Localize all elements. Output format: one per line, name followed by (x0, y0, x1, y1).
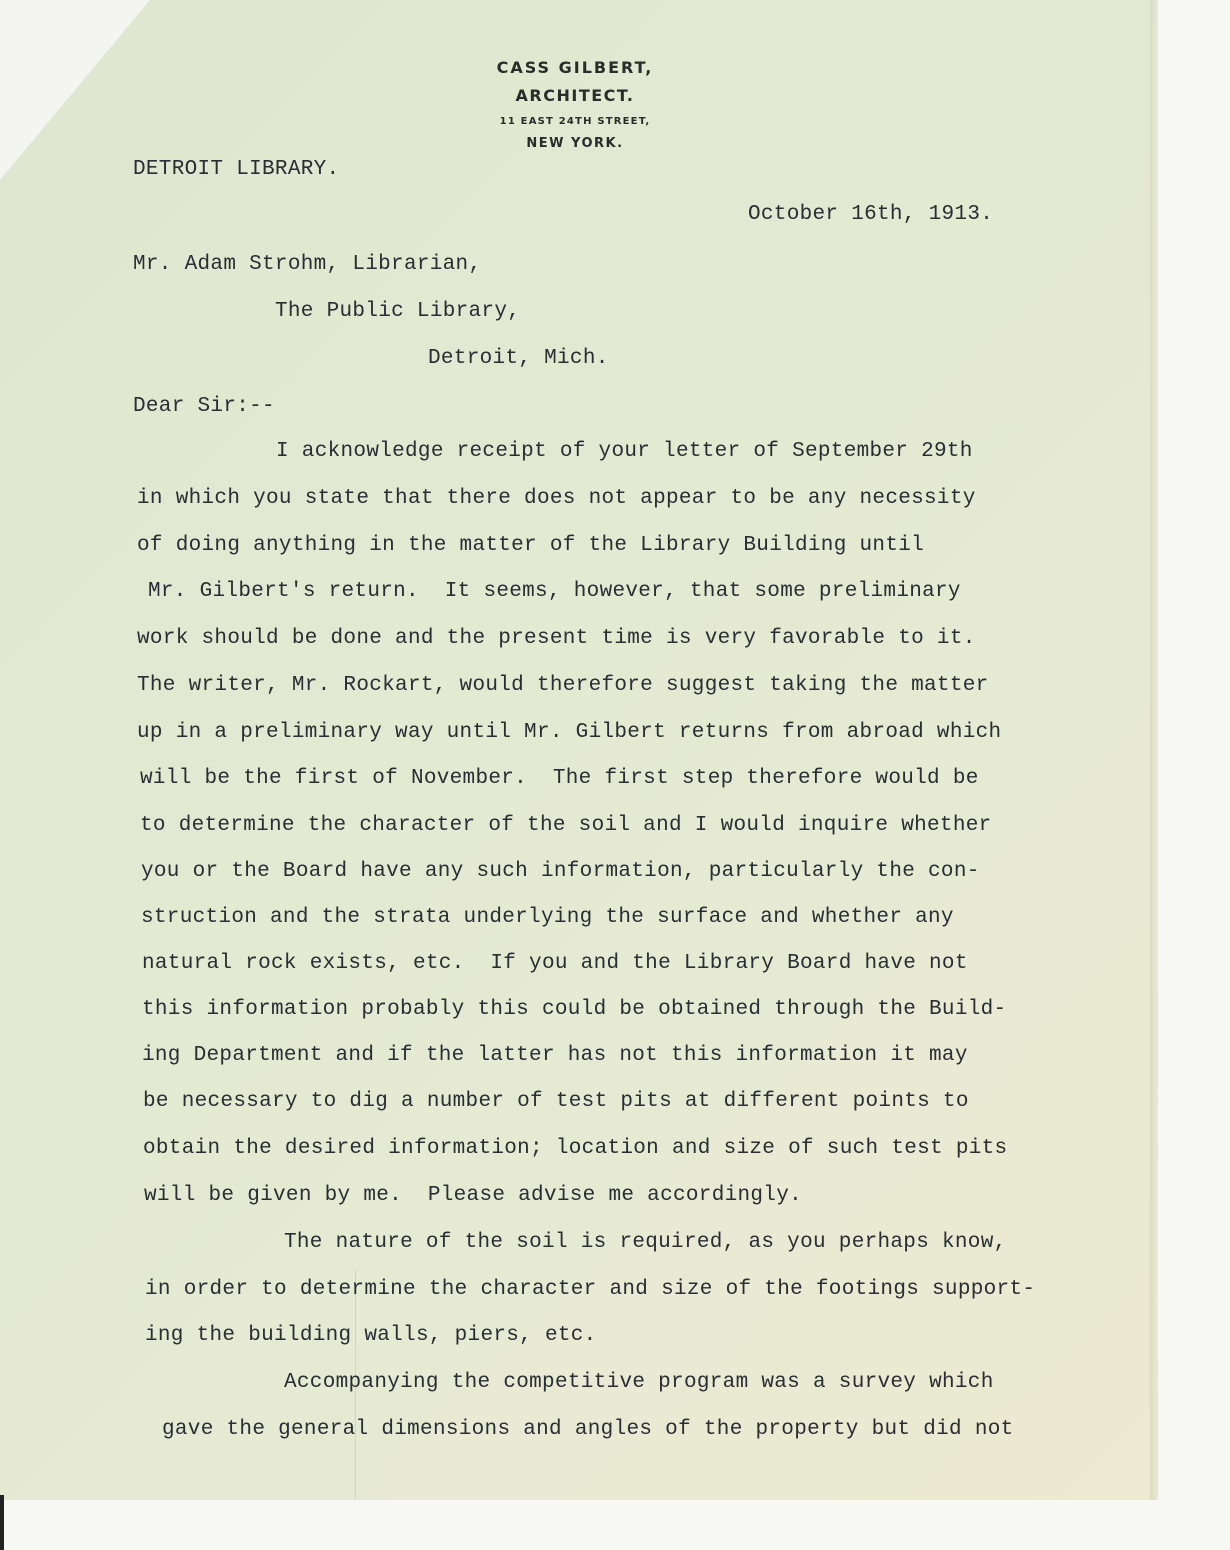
body-line: you or the Board have any such information, particularly the con- (141, 860, 980, 883)
paper-edge (1150, 0, 1158, 1500)
salutation: Dear Sir:-- (133, 395, 275, 418)
recipient-name: Mr. Adam Strohm, Librarian, (133, 253, 482, 276)
letterhead-title: ARCHITECT. (515, 86, 635, 105)
body-line: will be the first of November. The first step therefore would be (140, 767, 979, 790)
body-line: be necessary to dig a number of test pits at different points to (143, 1090, 969, 1113)
body-line: this information probably this could be obtained through the Build- (142, 998, 1007, 1021)
subject-line: DETROIT LIBRARY. (133, 158, 340, 181)
letter-date: October 16th, 1913. (748, 203, 994, 226)
body-line: will be given by me. Please advise me accordingly. (144, 1184, 803, 1207)
body-line: in which you state that there does not appear to be any necessity (137, 487, 976, 510)
recipient-city: Detroit, Mich. (428, 347, 609, 370)
body-line: The nature of the soil is required, as you perhaps know, (284, 1231, 1007, 1254)
body-line: gave the general dimensions and angles of the property but did not (162, 1418, 1014, 1441)
body-line: The writer, Mr. Rockart, would therefore suggest taking the matter (137, 674, 989, 697)
letterhead-name: CASS GILBERT, (496, 58, 654, 77)
body-line: I acknowledge receipt of your letter of September 29th (276, 440, 973, 463)
body-line: in order to determine the character and size of the footings support- (145, 1278, 1036, 1301)
letterhead-street: 11 EAST 24TH STREET, (499, 116, 651, 127)
scan-edge-mark (0, 1495, 4, 1550)
body-line: ing Department and if the latter has not this information it may (142, 1044, 968, 1067)
letterhead-city: NEW YORK. (526, 136, 624, 151)
body-line: work should be done and the present time is very favorable to it. (137, 627, 976, 650)
body-line: obtain the desired information; location and size of such test pits (143, 1137, 1008, 1160)
body-line: up in a preliminary way until Mr. Gilbert returns from abroad which (137, 721, 1002, 744)
body-line: ing the building walls, piers, etc. (145, 1324, 597, 1347)
body-line: natural rock exists, etc. If you and the Library Board have not (142, 952, 968, 975)
body-line: Mr. Gilbert's return. It seems, however, that some preliminary (148, 580, 961, 603)
recipient-institution: The Public Library, (275, 300, 521, 323)
body-line: to determine the character of the soil and I would inquire whether (140, 814, 992, 837)
body-line: of doing anything in the matter of the Library Building until (137, 534, 925, 557)
body-line: Accompanying the competitive program was a survey which (284, 1371, 994, 1394)
body-line: struction and the strata underlying the surface and whether any (141, 906, 954, 929)
